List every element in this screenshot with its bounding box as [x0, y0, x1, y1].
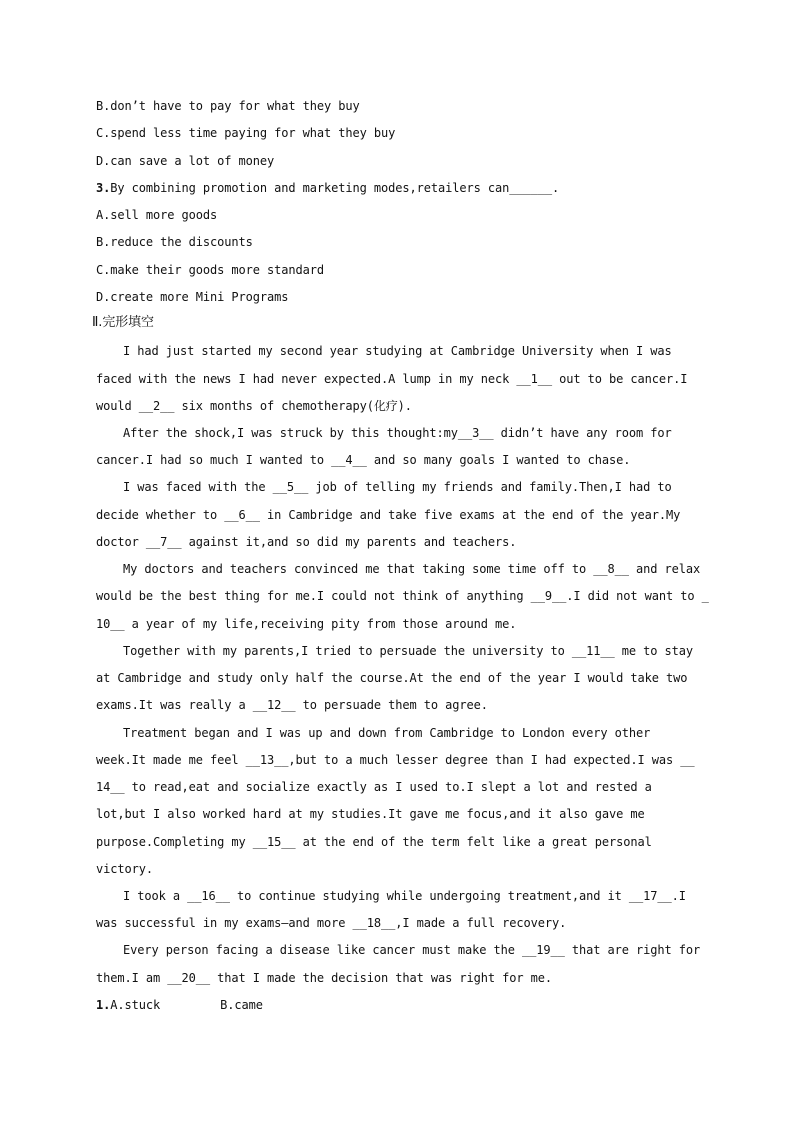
text: me to stay [614, 644, 693, 658]
passage-line: victory. [96, 862, 153, 876]
blank-13: __13__ [245, 753, 289, 767]
passage-line [96, 971, 552, 985]
passage-line [96, 372, 687, 386]
text: ,but to a much lesser degree than I had expected.I was __ [288, 753, 695, 767]
option-d-line: D.create more Mini Programs [96, 290, 289, 304]
passage-line: lot,but I also worked hard at my studies.It gave me focus,and it also gave me [96, 807, 645, 821]
text: faced with the news I had never expected.A lump in my neck [96, 372, 517, 386]
blank-8: __8__ [593, 562, 629, 576]
blank-17: __17__ [628, 889, 672, 903]
passage-line [96, 399, 412, 413]
text: My doctors and teachers convinced me that taking some time off to [123, 562, 594, 576]
passage-line [123, 480, 672, 494]
text: .I [671, 889, 686, 903]
blank-16: __16__ [187, 889, 230, 903]
passage-line [96, 753, 694, 767]
question-stem: By combining promotion and marketing modes,retailers can [110, 181, 510, 195]
passage-line [96, 835, 652, 849]
blank-9: __9__ [530, 589, 567, 603]
passage-line [96, 453, 630, 467]
question-number: 1. [96, 998, 111, 1012]
blank-14: 14__ [96, 780, 125, 794]
text: job of telling my friends and family.Then,I had to [308, 480, 672, 494]
passage-line: I had just started my second year studying at Cambridge University when I was [123, 344, 672, 358]
text: that are right for [564, 943, 701, 957]
option-b: B.came [220, 998, 263, 1012]
passage-line [123, 562, 700, 576]
passage-line [96, 535, 516, 549]
blank-12: __12__ [252, 698, 296, 712]
blank-3: __3__ [457, 426, 494, 440]
blank-5: __5__ [272, 480, 309, 494]
option-a-line: A.sell more goods [96, 208, 218, 222]
blank-7: __7__ [145, 535, 182, 549]
option-c-line: C.make their goods more standard [96, 263, 324, 277]
option-b-line: B.reduce the discounts [96, 235, 253, 249]
blank-4: __4__ [331, 453, 367, 467]
text: was successful in my exams—and more [96, 916, 353, 930]
text: and relax [628, 562, 701, 576]
text: Together with my parents,I tried to persuade the university to [123, 644, 572, 658]
blank-20: __20__ [167, 971, 210, 985]
question-3 [96, 181, 559, 195]
passage-line [123, 644, 693, 658]
text: would be the best thing for me.I could not think of anything [96, 589, 531, 603]
passage-line [96, 589, 709, 603]
text: Every person facing a disease like cancer must make the [123, 943, 522, 957]
text: I was faced with the [123, 480, 273, 494]
passage-line [96, 508, 680, 522]
passage-line [123, 426, 672, 440]
text: at the end of the term felt like a great personal [295, 835, 652, 849]
text: decide whether to [96, 508, 225, 522]
passage-line: at Cambridge and study only half the course.At the end of the year I would take two [96, 671, 688, 685]
text: doctor [96, 535, 146, 549]
text: to persuade them to agree. [295, 698, 488, 712]
section-heading: Ⅱ.完形填空 [92, 315, 154, 330]
blank-2: __2__ [138, 399, 175, 413]
question-1-options [96, 998, 263, 1012]
text: didn’t have any room for [493, 426, 672, 440]
text: purpose.Completing my [96, 835, 253, 849]
text: .I did not want to _ [566, 589, 709, 603]
passage-line [96, 617, 516, 631]
blank-1: __1__ [516, 372, 552, 386]
text: to read,eat and socialize exactly as I used to.I slept a lot and rested a [124, 780, 652, 794]
text: a year of my life,receiving pity from those around me. [124, 617, 517, 631]
passage-line [123, 889, 686, 903]
answer-blank: ______ [509, 181, 552, 195]
passage-line [123, 943, 700, 957]
text: would [96, 399, 139, 413]
option-a: A.stuck [110, 998, 161, 1012]
text: them.I am [96, 971, 168, 985]
question-number: 3. [96, 181, 111, 195]
passage-line [96, 916, 566, 930]
question-end: . [551, 181, 560, 195]
blank-10: 10__ [96, 617, 125, 631]
option-d-line: D.can save a lot of money [96, 154, 275, 168]
text: ,I made a full recovery. [395, 916, 567, 930]
blank-19: __19__ [521, 943, 565, 957]
text: week.It made me feel [96, 753, 246, 767]
text: in Cambridge and take five exams at the end of the year.My [259, 508, 681, 522]
text: six months of chemotherapy(化疗). [174, 399, 412, 413]
passage-line [96, 698, 488, 712]
blank-18: __18__ [352, 916, 396, 930]
passage-line: Treatment began and I was up and down from Cambridge to London every other [123, 726, 651, 740]
option-b-line: B.don’t have to pay for what they buy [96, 99, 360, 113]
text: that I made the decision that was right for me. [210, 971, 552, 985]
text: cancer.I had so much I wanted to [96, 453, 332, 467]
blank-11: __11__ [571, 644, 615, 658]
text: exams.It was really a [96, 698, 253, 712]
blank-15: __15__ [252, 835, 296, 849]
passage-line [96, 780, 652, 794]
text: to continue studying while undergoing treatment,and it [229, 889, 629, 903]
text: After the shock,I was struck by this thought:my [123, 426, 458, 440]
text: out to be cancer.I [551, 372, 688, 386]
text: against it,and so did my parents and teachers. [181, 535, 517, 549]
blank-6: __6__ [224, 508, 260, 522]
option-c-line: C.spend less time paying for what they buy [96, 126, 396, 140]
text: and so many goals I wanted to chase. [366, 453, 631, 467]
text: I took a [123, 889, 188, 903]
